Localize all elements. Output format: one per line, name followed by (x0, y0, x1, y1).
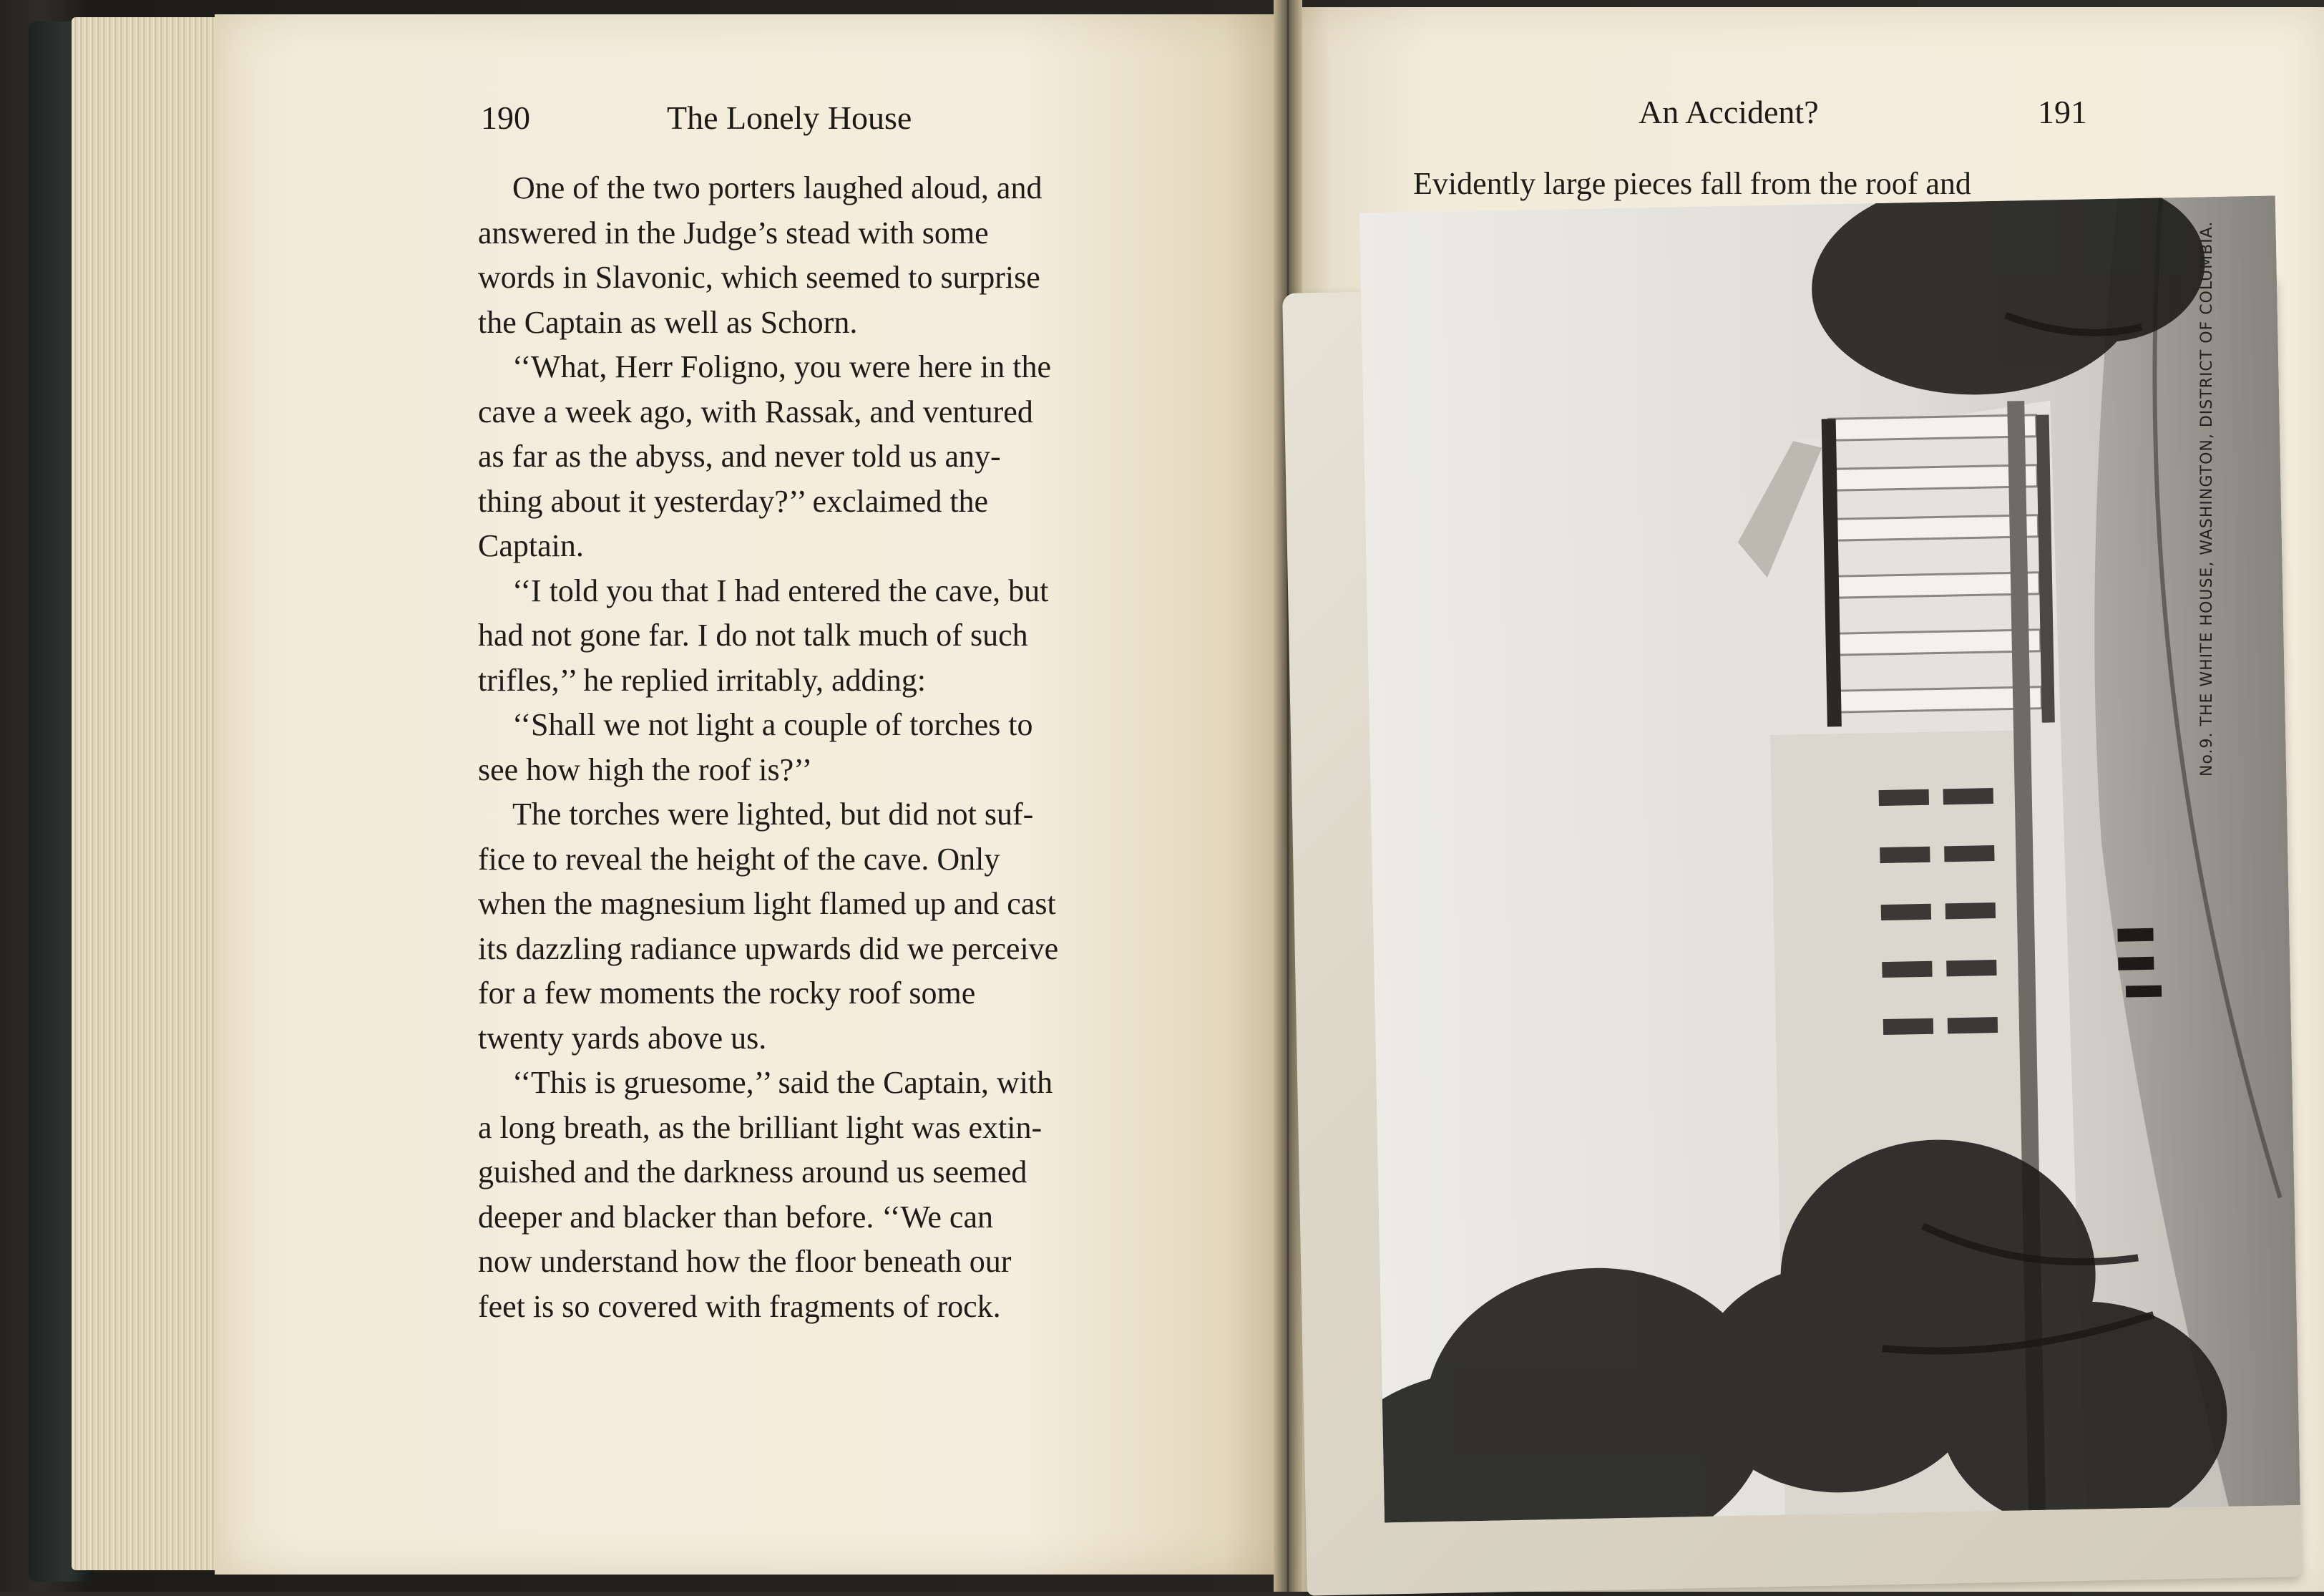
left-page-number: 190 (481, 99, 530, 136)
body-line: feet is so covered with fragments of rock. (478, 1288, 1001, 1324)
body-line: Captain. (478, 528, 584, 563)
body-line: when the magnesium light flamed up and cast (478, 886, 1056, 921)
body-line: answered in the Judge’s stead with some (478, 215, 989, 250)
body-line: One of the two porters laughed aloud, and (512, 170, 1043, 205)
white-house-illustration (1359, 195, 2300, 1522)
body-line: The torches were lighted, but did not suf- (512, 797, 1034, 832)
postcard-caption: No.9. THE WHITE HOUSE, WASHINGTON, DISTRICT OF COLUMBIA. (2198, 220, 2216, 777)
body-line: for a few moments the rocky roof some (478, 975, 976, 1011)
body-line: cave a week ago, with Rassak, and ventured (478, 394, 1033, 429)
body-line: its dazzling radiance upwards did we perceive (478, 930, 1059, 966)
right-page-number: 191 (2038, 94, 2087, 130)
white-house-postcard (1281, 195, 2302, 1591)
body-line: trifles,’’ he replied irritably, adding: (478, 662, 926, 698)
postcard-photo (1359, 195, 2300, 1522)
body-line: see how high the roof is?’’ (478, 751, 813, 787)
left-page-body (478, 166, 1154, 1329)
body-line: as far as the abyss, and never told us any- (478, 439, 1001, 474)
body-line: deeper and blacker than before. ‘‘We can (478, 1199, 993, 1235)
body-line: guished and the darkness around us seemed (478, 1154, 1027, 1189)
body-line: words in Slavonic, which seemed to surprise (478, 260, 1040, 295)
body-line: had not gone far. I do not talk much of such (478, 618, 1028, 653)
body-line: ‘‘What, Herr Foligno, you were here in the (512, 349, 1052, 384)
body-line: ‘‘I told you that I had entered the cave, but (512, 573, 1049, 608)
body-line: twenty yards above us. (478, 1020, 767, 1056)
right-running-head: An Accident? (1639, 94, 1819, 130)
body-line: ‘‘This is gruesome,’’ said the Captain, with (512, 1065, 1053, 1100)
body-line: ‘‘Shall we not light a couple of torches to (512, 707, 1033, 742)
left-running-head: The Lonely House (667, 99, 912, 136)
body-line: thing about it yesterday?’’ exclaimed the (478, 483, 989, 519)
right-page-line: Evidently large pieces fall from the roof and (1413, 166, 1971, 201)
body-line: now understand how the floor beneath our (478, 1244, 1012, 1279)
body-line: a long breath, as the brilliant light was extin- (478, 1109, 1043, 1145)
body-line: fice to reveal the height of the cave. Only (478, 841, 1000, 877)
body-line: the Captain as well as Schorn. (478, 304, 858, 340)
